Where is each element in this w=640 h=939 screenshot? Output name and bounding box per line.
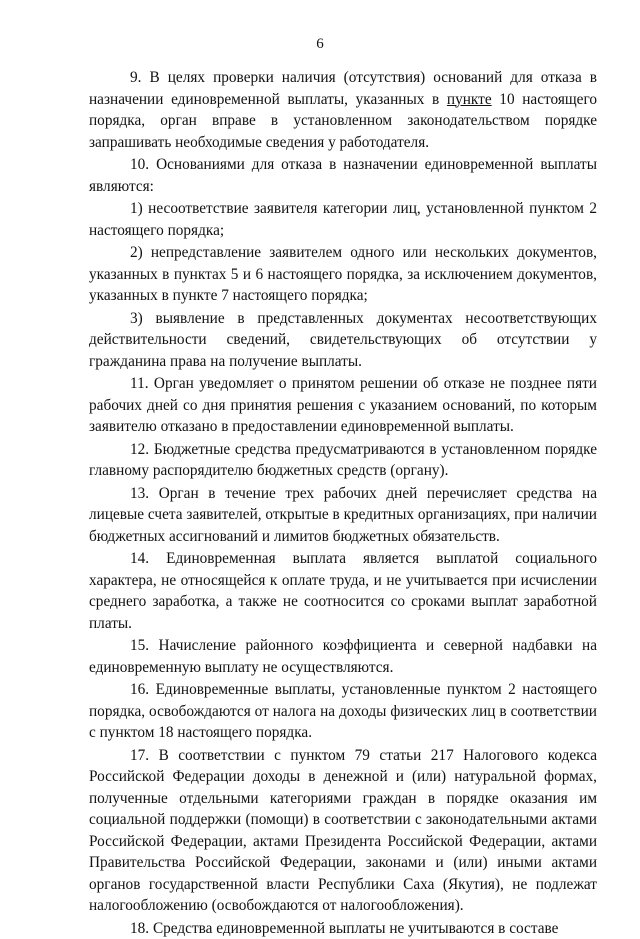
paragraph-9-text-start: 9. В целях проверки наличия (отсутствия) оснований для отказа в назначении единовременной выплаты, указанных в [89,69,597,108]
document-body [89,67,597,939]
paragraph-12: 12. Бюджетные средства предусматриваются в установленном порядке главному распорядителю бюджетных средств (органу). [89,439,597,482]
paragraph-13: 13. Орган в течение трех рабочих дней перечисляет средства на лицевые счета заявителей, открытые в кредитных организациях, при наличии бюджетных ассигнований и лимитов бюджетных обязательств. [89,483,597,548]
paragraph-10-item-1: 1) несоответствие заявителя категории лиц, установленной пунктом 2 настоящего порядка; [89,198,597,241]
page-number: 6 [0,34,640,56]
paragraph-16: 16. Единовременные выплаты, установленные пунктом 2 настоящего порядка, освобождаются от налога на доходы физических лиц в соответствии с пунктом 18 настоящего порядка. [89,679,597,744]
paragraph-10: 10. Основаниями для отказа в назначении единовременной выплаты являются: [89,154,597,197]
paragraph-9-text-end: 10 настоящего порядка, орган вправе в установленном законодательством порядке запрашивать необходимые сведения у работодателя. [89,91,597,151]
paragraph-18: 18. Средства единовременной выплаты не учитываются в составе [89,918,597,939]
paragraph-10-item-2: 2) непредставление заявителем одного или нескольких документов, указанных в пунктах 5 и 6 настоящего порядка, за исключением документов, указанных в пункте 7 настоящего порядка; [89,242,597,307]
paragraph-14: 14. Единовременная выплата является выплатой социального характера, не относящейся к оплате труда, и не учитывается при исчислении среднего заработка, а также не соотносится со сроками выплат заработной платы. [89,548,597,634]
paragraph-9 [89,67,597,153]
paragraph-11: 11. Орган уведомляет о принятом решении об отказе не позднее пяти рабочих дней со дня принятия решения с указанием оснований, по которым заявителю отказано в предоставлении единовременной выплаты. [89,373,597,438]
paragraph-9-link[interactable]: пункте [447,91,492,108]
paragraph-10-item-3: 3) выявление в представленных документах несоответствующих действительности сведений, свидетельствующих об отсутствии у гражданина права на получение выплаты. [89,308,597,373]
paragraph-15: 15. Начисление районного коэффициента и северной надбавки на единовременную выплату не осуществляются. [89,635,597,678]
paragraph-17: 17. В соответствии с пунктом 79 статьи 217 Налогового кодекса Российской Федерации доходы в денежной и (или) натуральной формах, полученные отдельными категориями граждан в порядке оказания им социальной поддержки (помощи) в соответствии с законодательными актами Российской Федерации, актами Президента Российской Федерации, актами Правительства Российской Федерации, законами и (или) иными актами органов государственной власти Республики Саха (Якутия), не подлежат налогообложению (освобождаются от налогообложения). [89,745,597,917]
